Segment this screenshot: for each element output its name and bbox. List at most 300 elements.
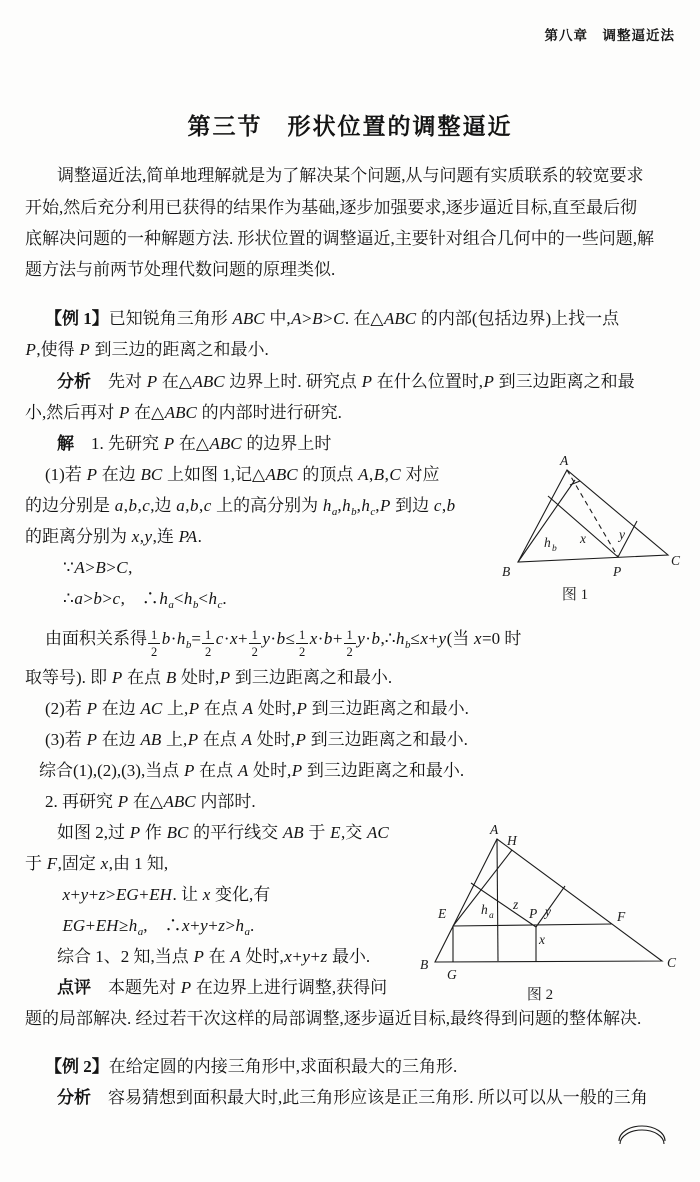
text-segment: x [131,527,140,546]
text-segment: 点评 [57,978,91,997]
label-hb-sub: b [552,544,557,554]
figure-1-caption: 图 1 [561,587,589,603]
triangle-ABC-outline [518,470,668,562]
text-line [57,941,370,972]
text-segment: a [176,496,185,515]
text-line [25,223,654,254]
text-segment: z [320,947,328,966]
text-segment: =0 时 [482,629,522,648]
area-formula-line [45,616,521,668]
text-segment: 上, [162,699,189,718]
text-segment: A [241,730,253,749]
text-segment: 到三边距离之和最小. [307,699,469,718]
text-segment: 到三边距离之和最小. [302,761,465,780]
text-segment: 到三边距离之和最小. [306,730,468,749]
text-segment: y [262,629,270,648]
circle-arc-shadow [620,1130,664,1144]
text-segment: P [163,434,175,453]
text-segment: > [106,558,116,577]
text-line [39,755,464,786]
text-segment: , [139,527,145,546]
text-segment: AB [140,730,162,749]
text-segment: 到三边距离之和最 [494,372,635,391]
math-line [63,552,132,583]
text-segment: $\frac{1}{2}$ [296,628,308,659]
text-segment: ,固定 [57,854,101,873]
text-segment: EH [95,916,119,935]
text-segment: , [441,496,447,515]
text-segment: a [114,496,124,515]
text-segment: h [322,496,332,515]
text-segment: A [230,947,241,966]
text-segment: P [86,465,97,484]
text-segment: 在△ [129,403,165,422]
text-segment: z [98,885,106,904]
text-segment: ABC [265,465,298,484]
text-segment: P [180,978,192,997]
text-segment: , [123,496,128,515]
label-x: x [539,932,545,947]
distance-x-line [548,496,618,557]
text-segment: , [369,465,374,484]
text-segment: + [292,947,302,966]
text-segment: AC [367,823,389,842]
text-segment: P [483,372,494,391]
text-segment: , [128,558,133,577]
text-segment: 的边界上时 [242,434,332,453]
text-segment: h [176,629,186,648]
text-segment: c [215,629,224,648]
example-1-heading [45,303,619,334]
text-segment: PA [178,527,198,546]
text-segment: (3)若 [45,730,87,749]
text-segment: b [161,629,171,648]
text-segment: , ∴ [143,916,182,935]
text-segment: 解 [57,434,74,453]
text-segment: 在点 [199,699,243,718]
text-segment: 内部时. [196,792,256,811]
text-segment: 的顶点 [298,465,358,484]
text-segment: h [342,496,351,515]
circle-arc [619,1126,665,1141]
text-segment: 作 [140,823,167,842]
text-segment: 分析 [57,1088,91,1107]
text-segment: > [322,309,333,328]
vertex-label-C: C [671,553,681,568]
text-segment: b [192,599,199,611]
text-segment: b [351,506,357,518]
figure-2-caption: 图 2 [526,987,554,1003]
text-segment: P [219,668,231,687]
text-segment: a [74,589,83,608]
text-line [25,334,269,365]
text-segment: c [217,599,223,611]
text-segment: a [137,926,144,938]
text-segment: 底解决问题的一种解题方法. 形状位置的调整逼近,主要针对组合几何中的一些问题,解 [25,229,654,248]
text-segment: > [225,916,236,935]
text-segment: 上, [161,730,188,749]
text-segment: x [62,885,71,904]
text-segment: C [333,309,345,328]
text-segment: P [361,372,372,391]
text-segment: F [46,854,58,873]
text-segment: , [337,496,342,515]
text-segment: · [270,629,277,648]
text-segment: , [185,496,190,515]
text-segment: y [302,947,310,966]
text-segment: c [433,496,442,515]
text-segment: . [197,527,202,546]
math-line [62,879,270,910]
text-line [25,662,392,693]
section-title: 第三节 形状位置的调整逼近 [187,114,513,139]
text-line [25,254,335,285]
text-segment: 处时, [241,947,284,966]
text-segment: 变化,有 [210,885,271,904]
text-line [45,786,256,817]
text-segment: + [139,885,149,904]
text-segment: 对应 [401,465,440,484]
text-segment: ,交 [341,823,367,842]
text-segment: 上如图 1,记△ [162,465,266,484]
text-segment: < [173,589,184,608]
figure-1-triangle [500,452,695,607]
text-segment: b [128,496,137,515]
text-segment: a [168,599,174,611]
text-segment: ∵ [63,558,74,577]
text-segment: ABC [163,792,196,811]
text-segment: · [170,629,177,648]
text-segment: ≥ [118,916,129,935]
text-segment: + [88,885,99,904]
text-segment: 的边分别是 [25,496,115,515]
text-segment: 在边 [97,465,140,484]
text-segment: 的内部时进行研究. [197,403,342,422]
text-segment: AC [140,699,163,718]
text-segment: + [310,947,321,966]
text-segment: 调整逼近法,简单地理解就是为了解决某个问题,从与问题有实质联系的较宽要求 [57,166,644,185]
label-ha-sub: a [489,911,494,921]
text-segment: < [198,589,208,608]
text-segment: · [317,629,324,648]
text-line [25,521,202,552]
text-segment: 边界上时. 研究点 [225,372,362,391]
text-segment: h [208,589,217,608]
text-segment: ,∴ [380,629,396,648]
point-label-G: G [447,967,457,982]
text-segment: , [384,465,389,484]
text-segment: · [223,629,230,648]
text-segment: AB [282,823,304,842]
text-segment: b [405,639,411,651]
vertex-label-B: B [420,957,429,972]
text-segment: 在边界上进行调整,获得问 [191,978,388,997]
figure-2-triangle [418,816,688,1008]
text-segment: 在 [204,947,230,966]
text-segment: EH [149,885,172,904]
text-segment: P [296,699,307,718]
point-label-P: P [529,906,538,921]
text-segment: P [119,403,130,422]
text-segment: ,由 1 知, [108,854,169,873]
text-segment: ≤ [410,629,420,648]
text-segment: , [356,496,361,515]
text-segment: x [100,854,109,873]
text-segment: c [203,496,212,515]
text-segment: $\frac{1}{2}$ [249,628,261,659]
text-segment: 1. 先研究 [74,434,164,453]
text-segment: EG [62,916,86,935]
text-segment: x [202,885,211,904]
text-segment: 在点 [194,761,238,780]
text-segment: h [183,589,193,608]
text-segment: ABC [232,309,265,328]
point-label-H: H [507,833,517,848]
text-segment: P [193,947,204,966]
text-segment: b [371,629,380,648]
vertex-label-A: A [490,822,499,837]
text-segment: P [291,761,303,780]
text-line [25,848,168,879]
text-segment: ∴ [63,589,74,608]
text-segment: h [235,916,245,935]
text-segment: x [229,629,238,648]
label-y: y [619,527,625,542]
text-segment: + [208,916,218,935]
text-segment: 到边 [390,496,434,515]
text-segment: b [446,496,456,515]
text-segment: > [302,309,312,328]
text-segment: (1)若 [45,465,87,484]
text-segment: 处时, [176,668,220,687]
text-segment: y [200,916,208,935]
text-segment: h [159,589,168,608]
text-segment: 在点 [198,730,242,749]
text-segment: b [185,639,192,651]
text-segment: + [238,629,248,648]
text-segment: 在边 [97,730,140,749]
point-label-P: P [613,564,622,579]
text-segment: 处时, [253,699,296,718]
text-segment: + [428,629,439,648]
text-segment: c [142,496,150,515]
text-segment: . [250,916,255,935]
label-ha: h [481,902,488,917]
text-segment: ,边 [150,496,176,515]
text-segment: ABC [384,309,417,328]
text-segment: 容易猜想到面积最大时,此三角形应该是正三角形. 所以可以从一般的三角 [91,1088,648,1107]
text-segment: 在△ [128,792,163,811]
text-segment: $\frac{1}{2}$ [202,628,214,659]
text-segment: 到三边距离之和最小. [230,668,393,687]
text-segment: 处时, [248,761,292,780]
text-segment: P [295,730,306,749]
text-segment: 最小. [327,947,371,966]
text-segment: ,连 [152,527,179,546]
text-segment: b [190,496,199,515]
text-segment: 的内部(包括边界)上找一点 [416,309,620,328]
text-segment: 的平行线交 [188,823,283,842]
analysis-line [57,366,635,397]
text-segment: ABC [164,403,197,422]
text-segment: B [165,668,177,687]
text-segment: h [128,916,138,935]
text-segment: > [105,885,116,904]
text-segment: + [70,885,81,904]
text-segment: P [25,340,36,359]
text-segment: 中, [265,309,291,328]
text-segment: 【例 2】 [45,1057,109,1076]
text-segment: P [79,340,90,359]
text-segment: 综合 1、2 知,当点 [57,947,193,966]
point-label-E: E [438,906,447,921]
text-segment: . 让 [172,885,203,904]
text-segment: A [74,558,85,577]
analysis-line [57,1082,648,1113]
text-segment: P [187,730,199,749]
text-segment: 在点 [122,668,166,687]
text-segment: A [242,699,253,718]
text-segment: , [137,496,142,515]
label-z: z [513,897,519,912]
vertex-label-A: A [560,453,569,468]
text-line [57,817,389,848]
text-segment: P [379,496,391,515]
running-header: 第八章 调整逼近法 [544,28,675,43]
text-segment: A [237,761,249,780]
text-segment: 综合(1),(2),(3),当点 [39,761,184,780]
text-segment: z [218,916,225,935]
text-segment: 由面积关系得 [45,629,147,648]
vertex-label-B: B [502,564,511,579]
text-segment: 如图 2,过 [57,823,130,842]
text-segment: + [85,916,96,935]
text-segment: E [330,823,341,842]
remark-line [57,972,387,1003]
text-segment: P [86,699,97,718]
text-segment: 2. 再研究 [45,792,118,811]
text-segment: x [284,947,292,966]
text-segment: B [95,558,106,577]
text-segment: ABC [192,372,225,391]
text-segment: h [361,496,370,515]
label-x: x [580,531,586,546]
solution-heading [57,428,331,459]
text-segment: 已知锐角三角形 [108,309,232,328]
text-segment: . 在△ [344,309,384,328]
text-segment: 在△ [157,372,192,391]
text-segment: 题方法与前两节处理代数问题的原理类似. [25,260,336,279]
text-segment: B [312,309,323,328]
point-label-F: F [617,909,626,924]
partial-circle-figure [616,1122,670,1146]
text-segment: = [191,629,202,648]
text-segment: + [332,629,343,648]
text-segment: a [244,926,251,938]
text-segment: C [116,558,128,577]
text-segment: P [117,792,129,811]
text-line [57,160,644,191]
text-line [45,724,468,755]
text-segment: $\frac{1}{2}$ [148,628,160,659]
text-segment: x [420,629,428,648]
text-segment: x [182,916,190,935]
text-segment: y [144,527,153,546]
label-hb: h [544,535,551,550]
text-segment: > [83,589,93,608]
text-segment: y [438,629,447,648]
text-segment: + [190,916,200,935]
text-segment: c [112,589,121,608]
text-segment: 开始,然后充分利用已获得的结果作为基础,逐步加强要求,逐步逼近目标,直至最后彻 [25,198,637,217]
text-segment: 上的高分别为 [211,496,323,515]
text-segment: 于 [304,823,330,842]
text-segment: 本题先对 [91,978,181,997]
text-segment: P [146,372,158,391]
text-line [45,693,469,724]
text-segment: ABC [209,434,242,453]
text-segment: ,使得 [36,340,79,359]
text-segment: P [188,699,200,718]
label-y: y [545,904,551,919]
text-segment: 在△ [174,434,209,453]
text-segment: 在什么位置时, [372,372,483,391]
text-segment: . [222,589,227,608]
text-segment: 在给定圆的内接三角形中,求面积最大的三角形. [108,1057,458,1076]
text-segment: > [85,558,95,577]
text-segment: 小,然后再对 [25,403,119,422]
text-segment: x [474,629,482,648]
text-segment: 【例 1】 [45,309,109,328]
text-segment: h [396,629,405,648]
text-segment: 处时, [252,730,296,749]
text-segment: B [373,465,385,484]
text-segment: , ∴ [120,589,159,608]
triangle-ABC-outline [435,839,662,962]
text-segment: P [129,823,141,842]
text-segment: (2)若 [45,699,87,718]
foot-tick [570,481,580,485]
text-segment: P [86,730,97,749]
text-segment: P [111,668,123,687]
text-segment: C [389,465,401,484]
altitude-ha-line [497,839,498,961]
text-segment: EG [116,885,139,904]
text-segment: y [357,629,365,648]
text-segment: 的距离分别为 [25,527,132,546]
text-segment: 题的局部解决. 经过若干次这样的局部调整,逐步逼近目标,最终得到问题的整体解决. [25,1009,642,1028]
text-segment: A [358,465,369,484]
text-segment: > [102,589,113,608]
text-segment: A [291,309,302,328]
text-segment: , [375,496,380,515]
text-segment: , [199,496,204,515]
text-segment: ≤ [285,629,295,648]
text-segment: c [370,506,376,518]
text-segment: b [93,589,102,608]
text-line [25,192,637,223]
text-segment: (当 [446,629,474,648]
text-segment: · [365,629,371,648]
text-segment: b [276,629,286,648]
text-segment: 分析 [57,372,91,391]
vertex-label-C: C [667,955,677,970]
text-segment: 先对 [91,372,147,391]
text-line [45,459,440,490]
example-2-heading [45,1051,457,1082]
text-segment: y [80,885,89,904]
text-segment: BC [140,465,163,484]
